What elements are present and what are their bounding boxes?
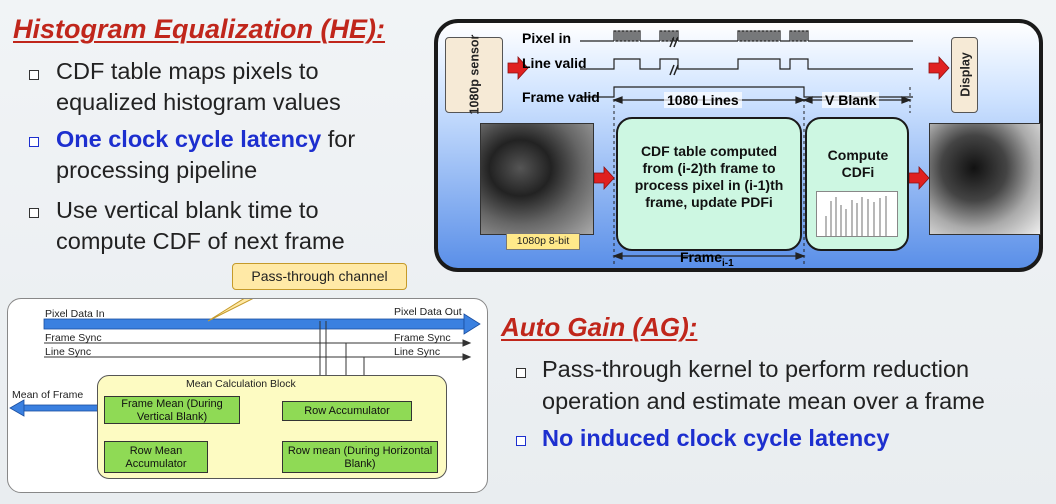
- frame-label: [680, 249, 734, 269]
- cdf-histogram-thumb: [816, 191, 898, 237]
- vblank-label: V Blank: [822, 92, 879, 108]
- he-bullet-1-line1: CDF table maps pixels to: [56, 58, 319, 84]
- display-box: [951, 37, 978, 113]
- mean-block-title: Mean Calculation Block: [186, 378, 296, 390]
- frame-mean-block: Frame Mean (During Vertical Blank): [104, 396, 240, 424]
- pixel-in-label: Pixel in: [522, 30, 572, 46]
- input-image: [480, 123, 594, 235]
- he-bullet-2-rest: for: [321, 126, 356, 152]
- ag-bullet-1-line1: Pass-through kernel to perform reduction: [542, 356, 970, 382]
- row-mean-block: Row mean (During Horizontal Blank): [282, 441, 438, 473]
- sensor-label: 1080p sensor: [467, 34, 482, 115]
- he-bullet-1-line2: equalized histogram values: [56, 89, 341, 115]
- input-caption: 1080p 8-bit: [506, 233, 580, 250]
- bullet-square-icon: [29, 70, 39, 80]
- pass-through-callout: Pass-through channel: [232, 263, 407, 290]
- bullet-square-icon: [29, 208, 39, 218]
- ag-title: Auto Gain (AG):: [501, 312, 698, 342]
- he-bullet-2-highlight: One clock cycle latency: [56, 126, 322, 152]
- compute-cdf-box: [805, 117, 909, 251]
- row-mean-accumulator-block: Row Mean Accumulator: [104, 441, 208, 473]
- frame-label-sub: i-1: [722, 257, 734, 269]
- cdf-table-text: CDF table computed from (i-2)th frame to process pixel in (i-1)th frame, update PDFi: [634, 143, 784, 210]
- he-bullet-2-line2: processing pipeline: [56, 157, 258, 183]
- bullet-square-icon: [29, 137, 39, 147]
- he-title: Histogram Equalization (HE):: [13, 14, 386, 44]
- ag-bullet-1-line2: operation and estimate mean over a frame: [542, 388, 985, 414]
- timing-panel: [434, 19, 1043, 272]
- mean-of-frame-label: Mean of Frame: [12, 389, 84, 401]
- pixel-data-out-label: Pixel Data Out: [394, 306, 462, 318]
- sensor-box: [445, 34, 503, 115]
- cdf-table-box: [616, 117, 802, 251]
- line-valid-label: Line valid: [522, 55, 587, 71]
- row-accumulator-block: Row Accumulator: [282, 401, 412, 421]
- bullet-square-icon: [516, 436, 526, 446]
- he-bullet-2-line1: [56, 124, 355, 155]
- line-sync-in-label: Line Sync: [45, 346, 92, 358]
- frame-sync-in-label: Frame Sync: [45, 332, 102, 344]
- ag-bullet-2: No induced clock cycle latency: [542, 425, 890, 451]
- display-label: Display: [958, 52, 973, 97]
- pixel-data-in-label: Pixel Data In: [45, 308, 105, 320]
- frame-label-text: Frame: [680, 249, 723, 265]
- line-sync-out-label: Line Sync: [394, 346, 441, 358]
- he-bullet-3-line2: compute CDF of next frame: [56, 228, 345, 254]
- bullet-square-icon: [516, 368, 526, 378]
- lines-label: 1080 Lines: [664, 92, 742, 108]
- he-bullet-3-line1: Use vertical blank time to: [56, 197, 319, 223]
- compute-cdf-text: Compute CDFi: [827, 147, 889, 180]
- frame-sync-out-label: Frame Sync: [394, 332, 451, 344]
- output-image: [929, 123, 1041, 235]
- frame-valid-label: Frame valid: [522, 89, 600, 105]
- ag-block-diagram: [7, 298, 488, 493]
